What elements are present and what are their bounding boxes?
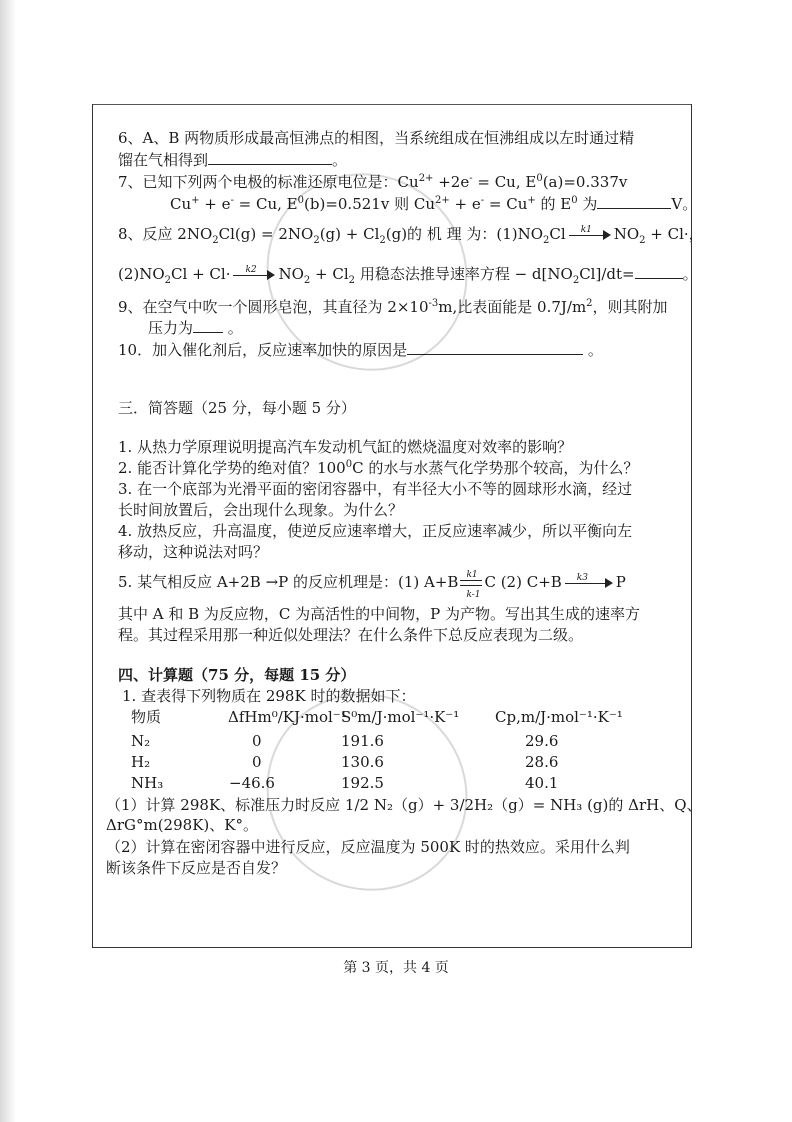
short-question-2: 2. 能否计算化学势的绝对值？$100^0C$ 的水与水蒸气化学势那个较高，为什么？ [118, 459, 639, 477]
table-header-enthalpy: ΔfHm⁰/KJ·mol⁻¹ [228, 708, 347, 726]
question-8-line-2: $(2)NO_2Cl + Cl\cdot$ k2 $NO_2 + Cl_2$ 用稳态法推导速率方程 − $d[NO_2Cl]/dt=$ 。 [118, 265, 698, 286]
short-question-4-line-1: 4. 放热反应，升高温度，使逆反应速率增大，正反应速率减少，所以平衡向左 [118, 522, 633, 540]
short-question-5-line-1: 5. 某气相反应 A+2B →P 的反应机理是：(1) A+B k1 k-1 C (2) C+B k3 P [118, 570, 626, 600]
table-header-entropy: S⁰m/J·mol⁻¹·K⁻¹ [341, 708, 460, 726]
calc-question-1-part-1-line-2: ΔrG°m(298K)、K°。 [106, 816, 258, 834]
calc-question-1-part-1-line-1: （1）计算 298K、标准压力时反应 1/2 N₂（g）+ 3/2H₂（g）= NH₃ (g)的 ΔrH、Q、 [106, 796, 702, 814]
table-cell: H₂ [131, 753, 151, 771]
table-header-substance: 物质 [131, 708, 162, 726]
table-cell: 0 [252, 732, 262, 750]
table-cell: 130.6 [341, 753, 384, 771]
scan-edge-shadow [0, 0, 16, 1122]
short-question-1: 1. 从热力学原理说明提高汽车发动机气缸的燃烧温度对效率的影响？ [118, 438, 573, 456]
question-6-line-1: 6、A、B 两物质形成最高恒沸点的相图，当系统组成在恒沸组成以左时通过精 [118, 129, 635, 147]
question-7-line-1: 7、已知下列两个电极的标准还原电位是：$Cu^{2+} +2e^- = Cu$, $E^0(a)=0.337v$ [118, 173, 628, 191]
page-number-footer: 第 3 页，共 4 页 [343, 960, 449, 976]
section-4-heading: 四、计算题（75 分，每题 15 分） [118, 666, 356, 684]
question-9-line-1: 9、在空气中吹一个圆形皂泡，其直径为 $2\times 10^{-3}m$,比表面能是 $0.7J/m^2$，则其附加 [118, 298, 668, 316]
answer-blank[interactable] [597, 194, 671, 209]
calc-question-1-part-2-line-1: （2）计算在密闭容器中进行反应，反应温度为 500K 时的热效应。采用什么判 [106, 838, 630, 856]
short-question-5-line-3: 程。其过程采用那一种近似处理法？在什么条件下总反应表现为二级。 [118, 626, 584, 644]
question-8-line-1: 8、反应 $2NO_2Cl(g) = 2NO_2(g) + Cl_2(g)$的 机 理 为：$(1)NO_2Cl$ k1 $NO_2 + Cl\cdot$， [118, 225, 704, 246]
section-3-heading: 三．简答题（25 分，每小题 5 分） [118, 399, 356, 417]
question-9-line-2: 压力为 。 [148, 319, 243, 337]
table-cell: 192.5 [341, 774, 384, 792]
table-cell: 29.6 [525, 732, 559, 750]
reaction-arrow-icon: k3 [565, 577, 613, 589]
table-cell: 40.1 [525, 774, 559, 792]
equilibrium-arrows-icon: k1 k-1 [460, 573, 482, 593]
answer-blank[interactable] [407, 340, 583, 355]
table-cell: 0 [252, 753, 262, 771]
table-header-heat-capacity: Cp,m/J·mol⁻¹·K⁻¹ [495, 708, 623, 726]
table-cell: 191.6 [341, 732, 384, 750]
calc-question-1-part-2-line-2: 断该条件下反应是否自发？ [106, 859, 287, 877]
calc-question-1-intro: 1. 查表得下列物质在 298K 时的数据如下： [122, 687, 416, 705]
answer-blank[interactable] [635, 264, 683, 279]
table-cell: N₂ [131, 732, 151, 750]
question-6-line-2: 馏在气相得到 。 [118, 151, 348, 169]
short-question-3-line-1: 3. 在一个底部为光滑平面的密闭容器中，有半径大小不等的圆球形水滴，经过 [118, 480, 633, 498]
question-10: 10．加入催化剂后，反应速率加快的原因是 。 [118, 341, 603, 359]
table-cell: −46.6 [229, 774, 275, 792]
question-7-line-2: Cu+ + e- = Cu, $E^0(b)=0.521v$ 则 $Cu^{2+} + e^- = Cu^+$ 的 $E^0$ 为 V。 [170, 195, 698, 213]
reaction-arrow-icon: k1 [569, 229, 611, 241]
answer-blank[interactable] [208, 150, 332, 165]
answer-blank[interactable] [193, 318, 223, 333]
short-question-5-line-2: 其中 A 和 B 为反应物，C 为高活性的中间物，P 为产物。写出其生成的速率方 [118, 605, 641, 623]
short-question-4-line-2: 移动，这种说法对吗？ [118, 543, 269, 561]
short-question-3-line-2: 长时间放置后，会出现什么现象。为什么？ [118, 501, 404, 519]
reaction-arrow-icon: k2 [233, 269, 275, 281]
table-cell: 28.6 [525, 753, 559, 771]
table-cell: NH₃ [131, 774, 164, 792]
